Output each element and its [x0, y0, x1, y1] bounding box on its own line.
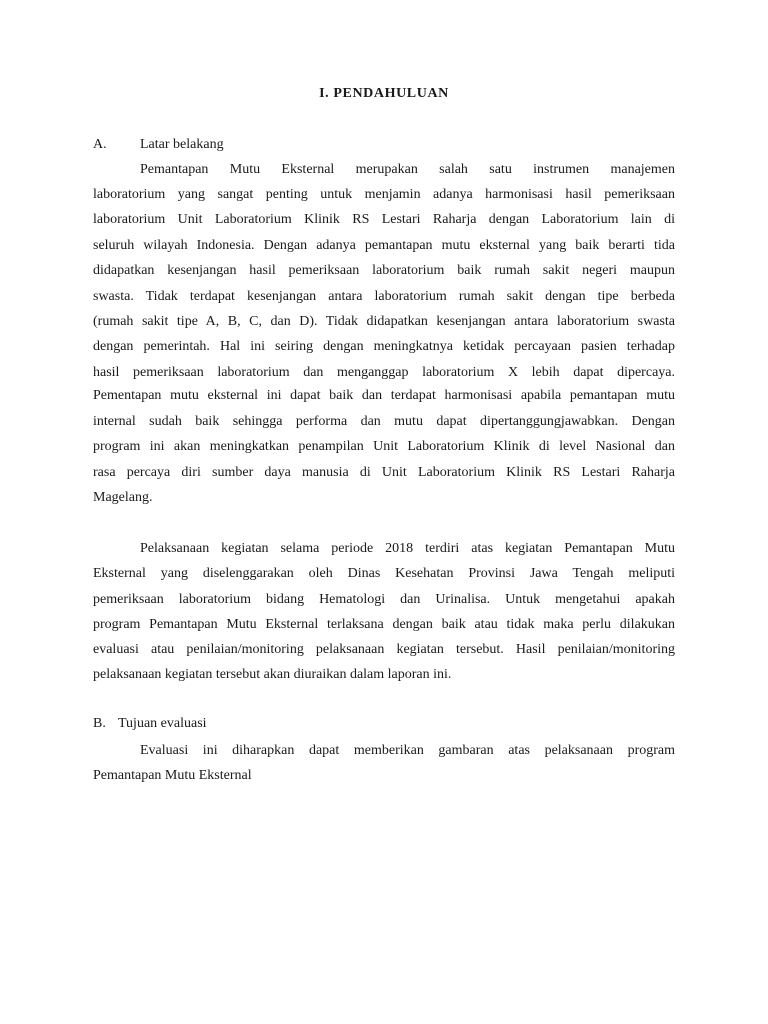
- paragraph-line: program Pemantapan Mutu Eksternal terlaksana dengan baik atau tidak maka perlu dilakukan: [93, 617, 675, 632]
- paragraph-line: pemeriksaan laboratorium bidang Hematologi dan Urinalisa. Untuk mengetahui apakah: [93, 592, 675, 607]
- paragraph-line: seluruh wilayah Indonesia. Dengan adanya pemantapan mutu eksternal yang baik berarti tida: [93, 238, 675, 253]
- section-b-label: B.: [93, 716, 106, 731]
- paragraph-line: Magelang.: [93, 490, 153, 505]
- section-b-heading: Tujuan evaluasi: [118, 716, 207, 731]
- paragraph-line: Eksternal yang diselenggarakan oleh Dinas Kesehatan Provinsi Jawa Tengah meliputi: [93, 566, 675, 581]
- section-a-label: A.: [93, 137, 107, 152]
- paragraph-line: Pementapan mutu eksternal ini dapat baik dan terdapat harmonisasi apabila pemantapan mutu: [93, 388, 675, 403]
- paragraph-line: Pemantapan Mutu Eksternal merupakan salah satu instrumen manajemen: [140, 162, 675, 177]
- paragraph-line: dengan pemerintah. Hal ini seiring dengan meningkatnya ketidak percayaan pasien terhadap: [93, 339, 675, 354]
- paragraph-line: evaluasi atau penilaian/monitoring pelaksanaan kegiatan tersebut. Hasil penilaian/monitoring: [93, 642, 675, 657]
- paragraph-line: laboratorium Unit Laboratorium Klinik RS Lestari Raharja dengan Laboratorium lain di: [93, 212, 675, 227]
- paragraph-line: internal sudah baik sehingga performa dan mutu dapat dipertanggungjawabkan. Dengan: [93, 414, 675, 429]
- paragraph-line: hasil pemeriksaan laboratorium dan menganggap laboratorium X lebih dapat dipercaya.: [93, 365, 675, 380]
- paragraph-line: didapatkan kesenjangan hasil pemeriksaan laboratorium baik rumah sakit negeri maupun: [93, 263, 675, 278]
- paragraph-line: swasta. Tidak terdapat kesenjangan antara laboratorium rumah sakit dengan tipe berbeda: [93, 289, 675, 304]
- page-title: I. PENDAHULUAN: [319, 86, 449, 101]
- paragraph-line: program ini akan meningkatkan penampilan Unit Laboratorium Klinik di level Nasional dan: [93, 439, 675, 454]
- paragraph-line: Pelaksanaan kegiatan selama periode 2018 terdiri atas kegiatan Pemantapan Mutu: [140, 541, 675, 556]
- paragraph-line: Pemantapan Mutu Eksternal: [93, 768, 252, 783]
- paragraph-line: (rumah sakit tipe A, B, C, dan D). Tidak didapatkan kesenjangan antara laboratorium swasta: [93, 314, 675, 329]
- paragraph-line: rasa percaya diri sumber daya manusia di Unit Laboratorium Klinik RS Lestari Raharja: [93, 465, 675, 480]
- paragraph-line: pelaksanaan kegiatan tersebut akan diuraikan dalam laporan ini.: [93, 667, 452, 682]
- paragraph-line: Evaluasi ini diharapkan dapat memberikan gambaran atas pelaksanaan program: [140, 743, 675, 758]
- paragraph-line: laboratorium yang sangat penting untuk menjamin adanya harmonisasi hasil pemeriksaan: [93, 187, 675, 202]
- section-a-heading: Latar belakang: [140, 137, 224, 152]
